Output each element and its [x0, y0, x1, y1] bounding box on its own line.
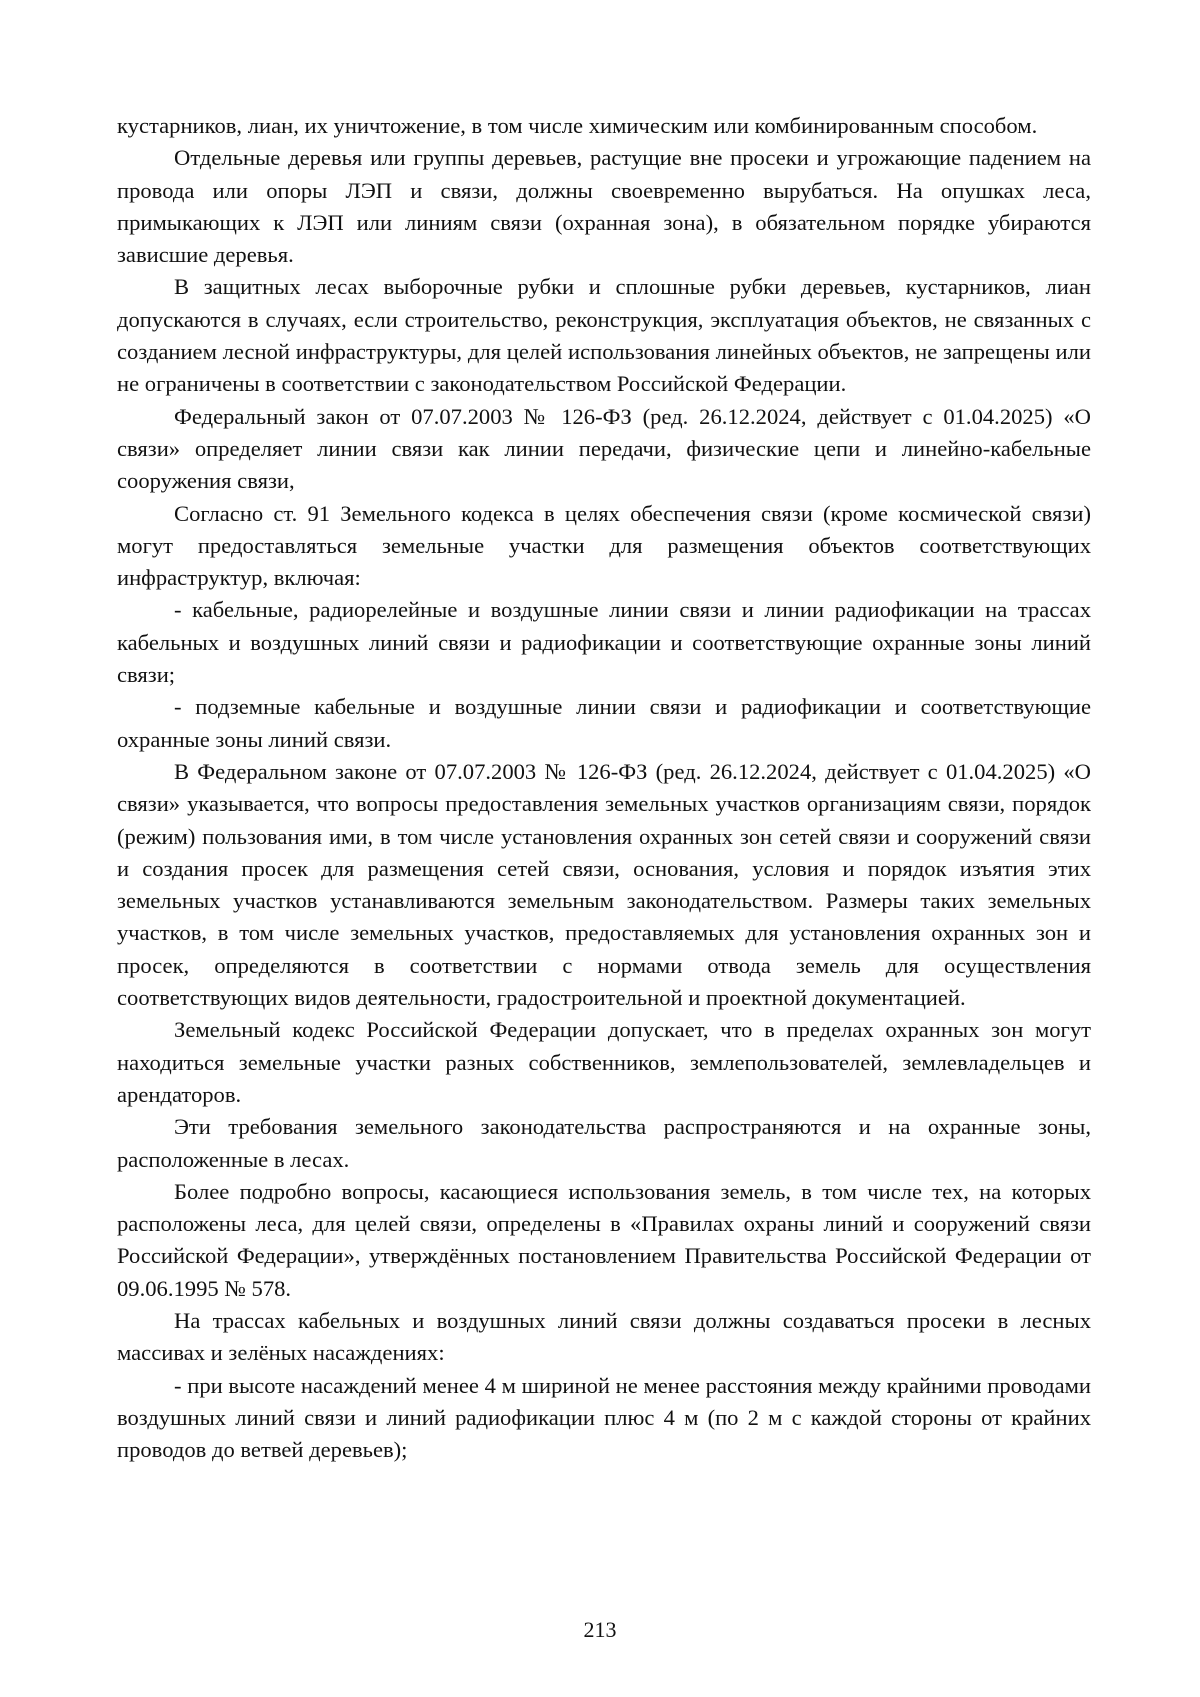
paragraph: На трассах кабельных и воздушных линий связи должны создаваться просеки в лесных массивах и зелёных насаждениях:	[117, 1307, 1091, 1366]
paragraph: В Федеральном законе от 07.07.2003 № 126-ФЗ (ред. 26.12.2024, действует с 01.04.2025) «О связи» указывается, что вопросы предоставления земельных участков организациям связи, порядок (режим) пользования ими, в том числе установления охранных зон сетей связи и сооружений связи и создания просек для размещения сетей связи, основания, условия и порядок изъятия этих земельных участков устанавливаются земельным законодательством. Размеры таких земельных участков, в том числе земельных участков, предоставляемых для установления охранных зон и просек, определяются в соответствии с нормами отвода земель для осуществления соответствующих видов деятельности, градостроительной и проектной документацией.	[117, 758, 1091, 1011]
paragraph: Федеральный закон от 07.07.2003 № 126-ФЗ (ред. 26.12.2024, действует с 01.04.2025) «О связи» определяет линии связи как линии передачи, физические цепи и линейно-кабельные сооружения связи,	[117, 403, 1091, 494]
list-item: - подземные кабельные и воздушные линии связи и радиофикации и соответствующие охранные зоны линий связи.	[117, 694, 1091, 752]
paragraph: Земельный кодекс Российской Федерации допускает, что в пределах охранных зон могут находиться земельные участки разных собственников, землепользователей, землевладельцев и арендаторов.	[117, 1017, 1091, 1107]
paragraph: Согласно ст. 91 Земельного кодекса в целях обеспечения связи (кроме космической связи) могут предоставляться земельные участки для размещения объектов соответствующих инфраструктур, включая:	[117, 500, 1091, 591]
paragraph: Эти требования земельного законодательства распространяются и на охранные зоны, расположенные в лесах.	[117, 1114, 1091, 1172]
list-item: - при высоте насаждений менее 4 м шириной не менее расстояния между крайними проводами воздушных линий связи и линий радиофикации плюс 4 м (по 2 м с каждой стороны от крайних проводов до ветвей деревьев);	[117, 1372, 1091, 1463]
paragraph: Более подробно вопросы, касающиеся использования земель, в том числе тех, на которых расположены леса, для целей связи, определены в «Правилах охраны линий и сооружений связи Российской Федерации», утверждённых постановлением Правительства Российской Федерации от 09.06.1995 № 578.	[117, 1178, 1091, 1301]
paragraph: В защитных лесах выборочные рубки и сплошные рубки деревьев, кустарников, лиан допускаются в случаях, если строительство, реконструкция, эксплуатация объектов, не связанных с созданием лесной инфраструктуры, для целей использования линейных объектов, не запрещены или не ограничены в соответствии с законодательством Российской Федерации.	[117, 274, 1091, 397]
body-text	[117, 110, 1091, 1466]
paragraph-continuation: кустарников, лиан, их уничтожение, в том числе химическим или комбинированным способом.	[117, 113, 1038, 138]
paragraph: Отдельные деревья или группы деревьев, растущие вне просеки и угрожающие падением на провода или опоры ЛЭП и связи, должны своевременно вырубаться. На опушках леса, примыкающих к ЛЭП или линиям связи (охранная зона), в обязательном порядке убираются зависшие деревья.	[117, 145, 1091, 268]
list-item: - кабельные, радиорелейные и воздушные линии связи и линии радиофикации на трассах кабельных и воздушных линий связи и радиофикации и соответствующие охранные зоны линий связи;	[117, 597, 1091, 688]
page-number: 213	[583, 1617, 617, 1642]
